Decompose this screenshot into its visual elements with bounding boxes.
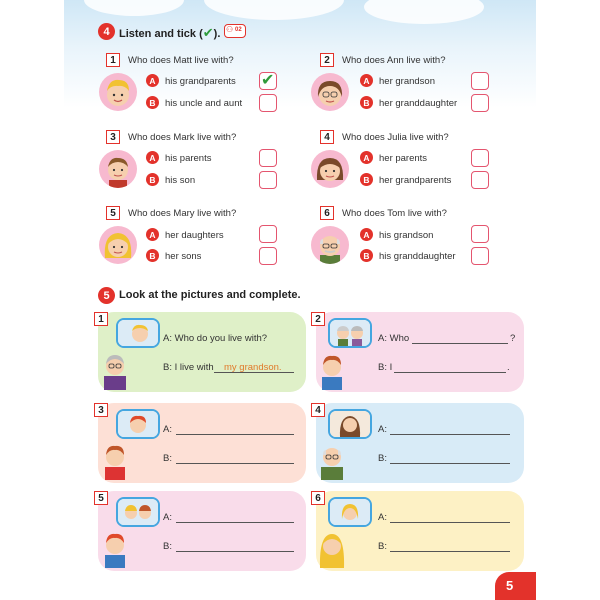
question-4-option-a: her parents (379, 153, 428, 164)
headphones-icon: ⚇ (226, 25, 234, 34)
exercise-5-title: Look at the pictures and complete. (119, 289, 301, 301)
page-number: 5 (506, 578, 514, 593)
page-number-tab (495, 572, 536, 600)
panel-1-line-b: B: I live with (163, 362, 214, 373)
question-2-option-b: her granddaughter (379, 98, 458, 109)
panel-1-thought-bubble (116, 318, 160, 348)
panel-4-line-b: B: (378, 453, 387, 464)
workbook-page (64, 0, 536, 600)
avatar-ann (311, 73, 349, 111)
question-1-tickbox-b[interactable] (259, 94, 277, 112)
option-b-badge: B (146, 173, 159, 186)
panel-4-thought-bubble (328, 409, 372, 439)
question-3-tickbox-a[interactable] (259, 149, 277, 167)
option-a-badge: A (146, 228, 159, 241)
panel-6-answer-line-b[interactable] (390, 551, 510, 552)
exercise-4-title: Listen and tick (✔). (119, 25, 221, 40)
question-2-tickbox-a[interactable] (471, 72, 489, 90)
cloud-decoration (84, 0, 184, 16)
question-6-number: 6 (320, 206, 334, 220)
option-b-badge: B (360, 249, 373, 262)
panel-2-answer-line-a[interactable] (412, 343, 508, 344)
cloud-decoration (364, 0, 484, 24)
question-5-tickbox-b[interactable] (259, 247, 277, 265)
question-6-option-a: his grandson (379, 230, 434, 241)
audio-track-badge[interactable] (224, 24, 246, 38)
panel-1-number: 1 (94, 312, 108, 326)
question-1-text: Who does Matt live with? (128, 55, 234, 66)
question-3-number: 3 (106, 130, 120, 144)
avatar-mary (99, 226, 137, 264)
check-icon: ✔ (202, 25, 214, 40)
panel-2-answer-line-b[interactable] (394, 372, 506, 373)
option-a-badge: A (360, 228, 373, 241)
question-6-option-b: his granddaughter (379, 251, 456, 262)
panel-2-line-a-end: ? (510, 333, 516, 344)
question-2-option-a: her grandson (379, 76, 435, 87)
panel-2-line-a: A: Who (378, 333, 410, 344)
question-3-tickbox-b[interactable] (259, 171, 277, 189)
question-4-tickbox-a[interactable] (471, 149, 489, 167)
panel-5-line-b: B: (163, 541, 172, 552)
option-b-badge: B (146, 249, 159, 262)
panel-5-boy-figure (100, 528, 130, 573)
option-b-badge: B (360, 96, 373, 109)
question-1-tickbox-a[interactable] (259, 72, 277, 90)
panel-2-number: 2 (311, 312, 325, 326)
panel-2-thought-bubble (328, 318, 372, 348)
avatar-mark (99, 150, 137, 188)
panel-4-answer-line-a[interactable] (390, 434, 510, 435)
question-6-tickbox-a[interactable] (471, 225, 489, 243)
question-1-number: 1 (106, 53, 120, 67)
panel-3-line-b: B: (163, 453, 172, 464)
panel-5-answer-line-a[interactable] (176, 522, 294, 523)
question-4-option-b: her grandparents (379, 175, 452, 186)
panel-6-line-a: A: (378, 512, 387, 523)
question-5-number: 5 (106, 206, 120, 220)
question-3-option-a: his parents (165, 153, 212, 164)
panel-3-answer-line-b[interactable] (176, 463, 294, 464)
question-2-text: Who does Ann live with? (342, 55, 446, 66)
question-1-option-b: his uncle and aunt (165, 98, 243, 109)
panel-2-boy-figure (317, 350, 347, 395)
question-3-option-b: his son (165, 175, 196, 186)
panel-6-line-b: B: (378, 541, 387, 552)
panel-5-number: 5 (94, 491, 108, 505)
question-4-tickbox-b[interactable] (471, 171, 489, 189)
panel-3-thought-bubble (116, 409, 160, 439)
panel-2-line-b: B: I (378, 362, 393, 373)
option-a-badge: A (360, 151, 373, 164)
option-a-badge: A (146, 74, 159, 87)
panel-1-line-a: A: Who do you live with? (163, 333, 268, 344)
track-number: 02 (235, 27, 242, 33)
panel-3-line-a: A: (163, 424, 172, 435)
question-4-number: 4 (320, 130, 334, 144)
panel-4-line-a: A: (378, 424, 387, 435)
panel-4-answer-line-b[interactable] (390, 463, 510, 464)
avatar-matt (99, 73, 137, 111)
option-a-badge: A (146, 151, 159, 164)
avatar-tom (311, 226, 349, 264)
avatar-julia (311, 150, 349, 188)
panel-3-boy-figure (100, 440, 130, 485)
option-b-badge: B (360, 173, 373, 186)
question-1-option-a: his grandparents (165, 76, 236, 87)
panel-6-thought-bubble (328, 497, 372, 527)
check-mark-icon: ✔ (261, 72, 275, 89)
cloud-decoration (204, 0, 344, 20)
exercise-4-number: 4 (98, 23, 115, 40)
panel-1-example-answer: my grandson. (224, 362, 282, 373)
question-3-text: Who does Mark live with? (128, 132, 237, 143)
panel-5-answer-line-b[interactable] (176, 551, 294, 552)
panel-1-grandpa-figure (100, 350, 130, 395)
panel-3-number: 3 (94, 403, 108, 417)
panel-2-line-b-end: . (507, 362, 510, 373)
option-b-badge: B (146, 96, 159, 109)
question-6-tickbox-b[interactable] (471, 247, 489, 265)
panel-6-number: 6 (311, 491, 325, 505)
panel-6-girl-figure (317, 528, 347, 573)
question-5-option-b: her sons (165, 251, 202, 262)
panel-6-answer-line-a[interactable] (390, 522, 510, 523)
question-2-number: 2 (320, 53, 334, 67)
panel-4-number: 4 (311, 403, 325, 417)
option-a-badge: A (360, 74, 373, 87)
exercise-5-number: 5 (98, 287, 115, 304)
panel-5-line-a: A: (163, 512, 172, 523)
panel-4-grandpa-figure (317, 440, 347, 485)
question-4-text: Who does Julia live with? (342, 132, 449, 143)
panel-3-answer-line-a[interactable] (176, 434, 294, 435)
question-6-text: Who does Tom live with? (342, 208, 447, 219)
question-2-tickbox-b[interactable] (471, 94, 489, 112)
question-5-tickbox-a[interactable] (259, 225, 277, 243)
panel-5-thought-bubble (116, 497, 160, 527)
question-5-text: Who does Mary live with? (128, 208, 237, 219)
question-5-option-a: her daughters (165, 230, 224, 241)
